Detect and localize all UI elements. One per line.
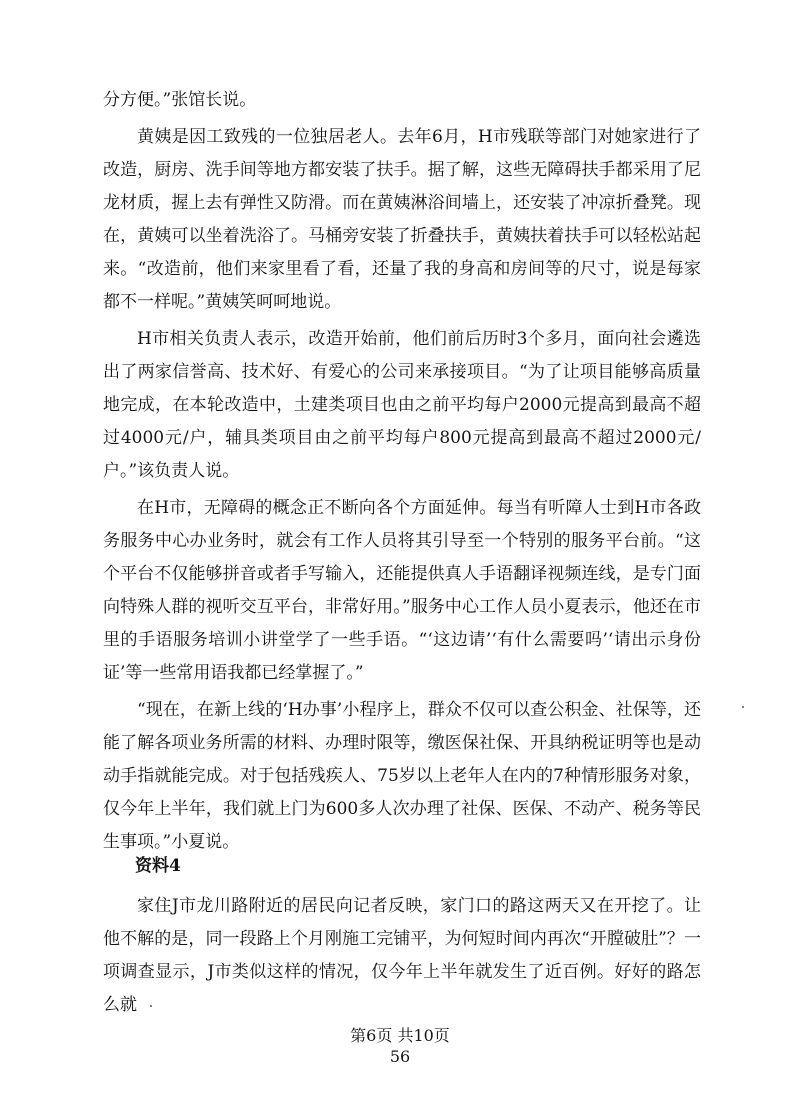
- scan-speck: [150, 1005, 152, 1007]
- paragraph-accessibility-service: 在H市，无障碍的概念正不断向各个方面延伸。每当有听障人士到H市各政务服务中心办业务时，就会有工作人员将其引导至一个特别的服务平台前。“这个平台不仅能够拼音或者手写输入，还能提供真人手语翻译视频连线，是专门面向特殊人群的视听交互平台，非常好用。”服务中心工作人员小夏表示，他还在市里的手语服务培训小讲堂学了一些手语。“‘这边请’‘有什么需要吗’‘请出示身份证’等一些常用语我都已经掌握了。”: [103, 498, 701, 683]
- body-text-top: [103, 84, 701, 859]
- paragraph-continuation: 分方便。”张馆长说。: [103, 90, 257, 110]
- paragraph-j-city-road: 家住J市龙川路附近的居民向记者反映，家门口的路这两天又在开挖了。让他不解的是，同一段路上个月刚施工完铺平，为何短时间内再次“开膛破肚”？一项调查显示，J市类似这样的情况，仅今年上半年就发生了近百例。好好的路怎么就: [103, 896, 701, 1015]
- paragraph-huang-yi: 黄姨是因工致残的一位独居老人。去年6月，H市残联等部门对她家进行了改造，厨房、洗手间等地方都安装了扶手。据了解，这些无障碍扶手都采用了尼龙材质，握上去有弹性又防滑。而在黄姨淋浴间墙上，还安装了冲凉折叠凳。现在，黄姨可以坐着洗浴了。马桶旁安装了折叠扶手，黄姨扶着扶手可以轻松站起来。“改造前，他们来家里看了看，还量了我的身高和房间等的尺寸，说是每家都不一样呢。”黄姨笑呵呵地说。: [103, 127, 701, 312]
- page-number: 56: [389, 1047, 411, 1066]
- scan-speck: [742, 706, 744, 708]
- paragraph-h-city-official: H市相关负责人表示，改造开始前，他们前后历时3个多月，面向社会遴选出了两家信誉高、技术好、有爱心的公司来承接项目。“为了让项目能够高质量地完成，在本轮改造中，土建类项目也由之前平均每户2000元提高到最高不超过4000元/户，辅具类项目由之前平均每户800元提高到最高不超过2000元/户。”该负责人说。: [103, 329, 701, 481]
- page-label: 第6页 共10页: [350, 1026, 450, 1045]
- body-text-bottom: [103, 890, 701, 1022]
- section-heading: 资料4: [135, 856, 181, 876]
- paragraph-h-app: “现在，在新上线的‘H办事’小程序上，群众不仅可以查公积金、社保等，还能了解各项业务所需的材料、办理时限等，缴医保社保、开具纳税证明等也是动动手指就能完成。对于包括残疾人、75岁以上老年人在内的7种情形服务对象，仅今年上半年，我们就上门为600多人次办理了社保、医保、不动产、税务等民生事项。”小夏说。: [103, 700, 701, 852]
